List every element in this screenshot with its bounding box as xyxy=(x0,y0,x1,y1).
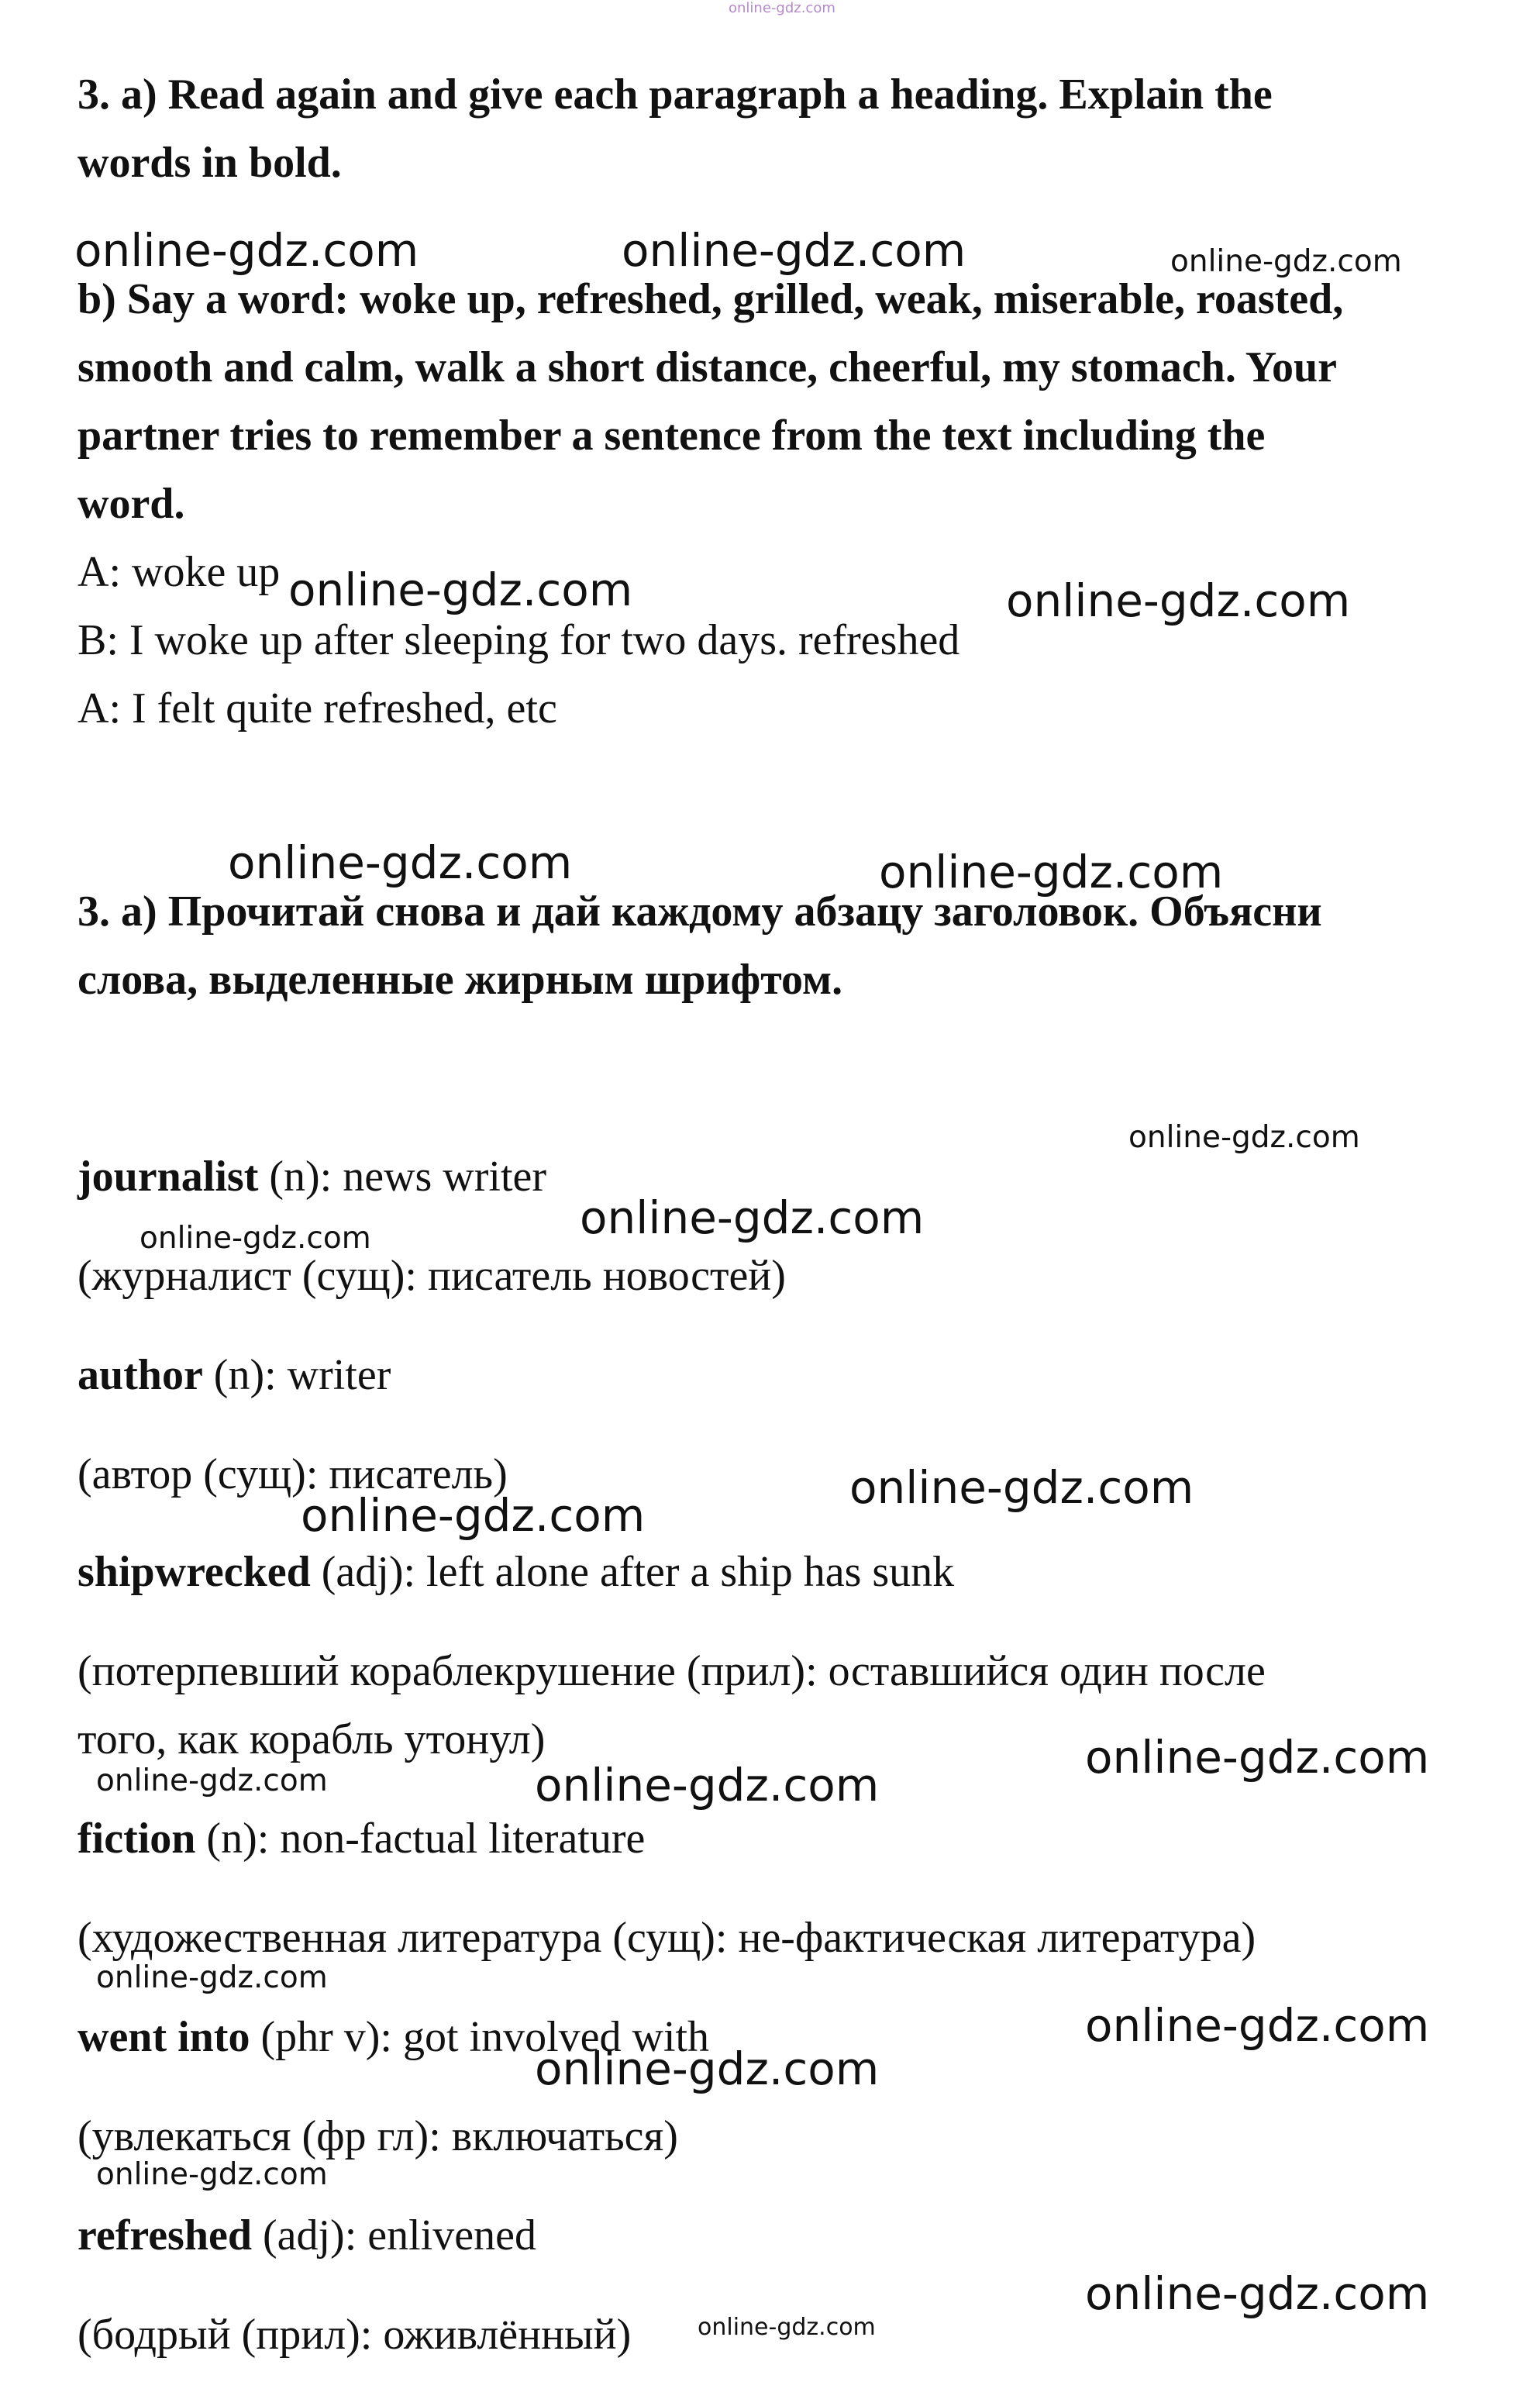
glossary-translation: (увлекаться (фр гл): включаться) xyxy=(78,2112,678,2160)
glossary-definition: : enlivened xyxy=(344,2211,536,2260)
glossary-translation: (журналист (сущ): писатель новостей) xyxy=(78,1252,786,1300)
glossary-pos: (adj) xyxy=(251,2211,345,2260)
watermark: online-gdz.com xyxy=(74,224,419,277)
glossary-pos: (n) xyxy=(202,1351,265,1399)
watermark: online-gdz.com xyxy=(1085,1999,1430,2052)
task-ru-line2: слова, выделенные жирным шрифтом. xyxy=(78,956,843,1004)
glossary-definition: : non-factual literature xyxy=(257,1815,646,1863)
task-b-line2: smooth and calm, walk a short distance, cheerful, my stomach. Your xyxy=(78,343,1337,391)
dialogue-line: A: woke up xyxy=(78,548,281,596)
glossary-term: journalist xyxy=(78,1153,259,1201)
glossary-term: went into xyxy=(78,2013,250,2061)
glossary-translation-cont: того, как корабль утонул) xyxy=(78,1715,546,1763)
watermark: online-gdz.com xyxy=(622,224,966,277)
glossary-definition: : left alone after a ship has sunk xyxy=(403,1548,955,1596)
glossary-entry-fiction xyxy=(78,1804,645,1873)
task-ru-line1: 3. а) Прочитай снова и дай каждому абзацу заголовок. Объясни xyxy=(78,888,1322,936)
glossary-term: author xyxy=(78,1351,203,1399)
glossary-pos: (adj) xyxy=(310,1548,404,1596)
glossary-translation: (потерпевший кораблекрушение (прил): оставшийся один после xyxy=(78,1647,1266,1695)
watermark: online-gdz.com xyxy=(698,2314,876,2341)
glossary-term: shipwrecked xyxy=(78,1548,311,1596)
glossary-entry-author xyxy=(78,1341,391,1409)
watermark: online-gdz.com xyxy=(96,2157,328,2192)
glossary-definition: : news writer xyxy=(319,1153,547,1201)
glossary-definition: : writer xyxy=(264,1351,391,1399)
glossary-pos: (n) xyxy=(258,1153,320,1201)
watermark: online-gdz.com xyxy=(1006,574,1351,627)
watermark: online-gdz.com xyxy=(1128,1120,1360,1155)
glossary-definition: : got involved with xyxy=(380,2013,710,2061)
dialogue-line: A: I felt quite refreshed, etc xyxy=(78,684,557,732)
watermark: online-gdz.com xyxy=(580,1191,925,1244)
watermark: online-gdz.com xyxy=(1085,2267,1430,2320)
watermark: online-gdz.com xyxy=(140,1221,371,1256)
glossary-pos: (n) xyxy=(195,1815,257,1863)
task-b-line4: word. xyxy=(78,480,185,528)
glossary-term: refreshed xyxy=(78,2211,252,2260)
glossary-entry-refreshed xyxy=(78,2201,536,2270)
watermark: online-gdz.com xyxy=(301,1489,646,1542)
glossary-entry-shipwrecked xyxy=(78,1538,954,1606)
glossary-term: fiction xyxy=(78,1815,196,1863)
watermark: online-gdz.com xyxy=(849,1461,1194,1514)
glossary-translation: (автор (сущ): писатель) xyxy=(78,1450,508,1498)
watermark: online-gdz.com xyxy=(96,1763,328,1798)
site-watermark: online-gdz.com xyxy=(729,0,835,16)
dialogue-line: B: I woke up after sleeping for two days. refreshed xyxy=(78,616,960,664)
glossary-translation: (художественная литература (сущ): не-фактическая литература) xyxy=(78,1914,1256,1962)
watermark: online-gdz.com xyxy=(1170,244,1402,279)
glossary-pos: (phr v) xyxy=(250,2013,381,2061)
watermark: online-gdz.com xyxy=(96,1960,328,1995)
watermark: online-gdz.com xyxy=(288,564,633,616)
task-a-line1: 3. a) Read again and give each paragraph a heading. Explain the xyxy=(78,71,1273,119)
task-a-line2: words in bold. xyxy=(78,139,342,187)
task-b-line3: partner tries to remember a sentence from the text including the xyxy=(78,412,1266,460)
watermark: online-gdz.com xyxy=(535,1759,880,1811)
watermark: online-gdz.com xyxy=(879,846,1224,898)
task-b-line1: b) Say a word: woke up, refreshed, grilled, weak, miserable, roasted, xyxy=(78,275,1344,323)
watermark: online-gdz.com xyxy=(228,836,573,889)
glossary-translation: (бодрый (прил): оживлённый) xyxy=(78,2311,632,2359)
watermark: online-gdz.com xyxy=(535,2042,880,2095)
glossary-entry-journalist xyxy=(78,1143,546,1211)
watermark: online-gdz.com xyxy=(1085,1731,1430,1784)
